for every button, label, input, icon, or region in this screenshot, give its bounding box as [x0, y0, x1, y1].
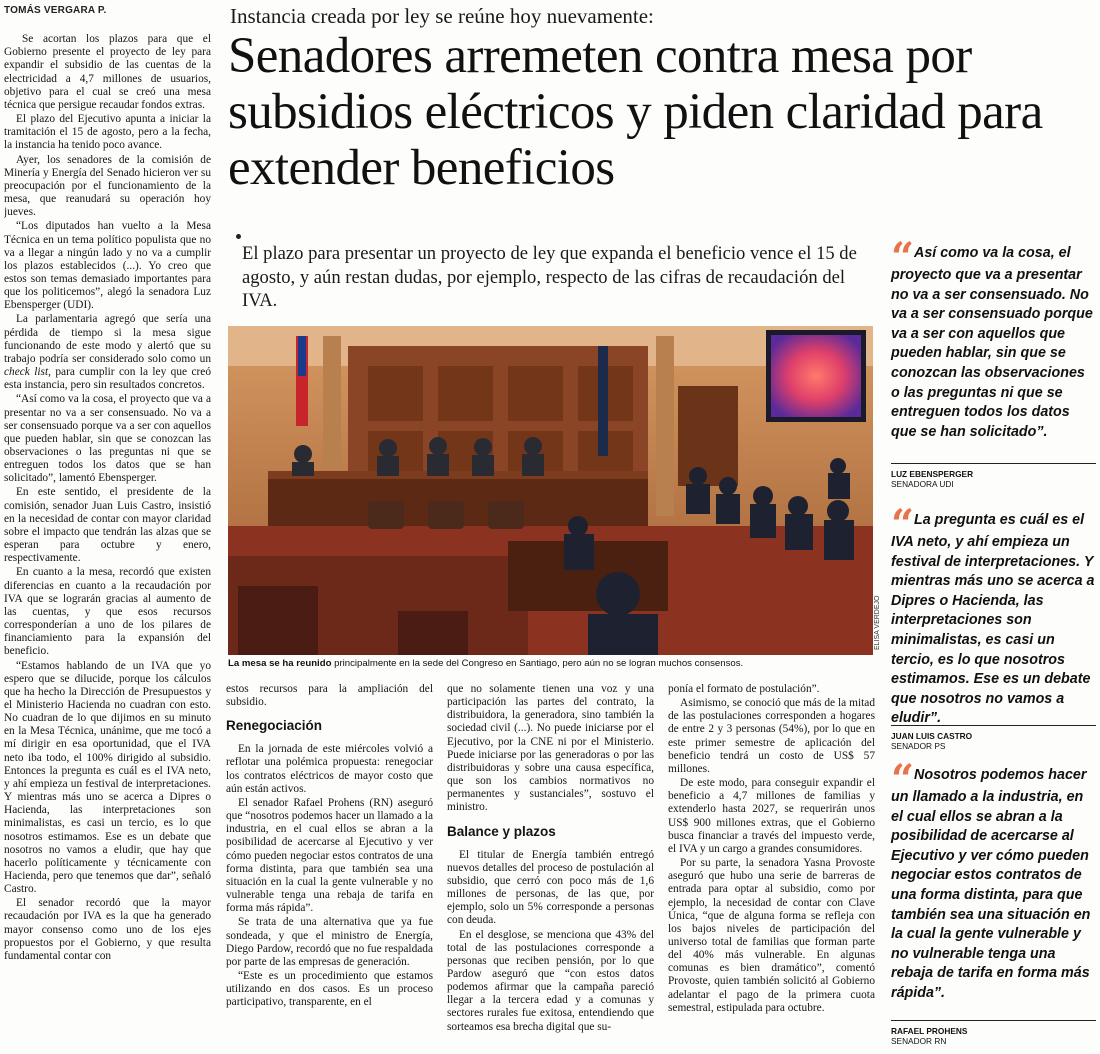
paragraph: De este modo, para conseguir expandir el beneficio a 4,7 millones de familias y extenderlo hasta 2027, se requerirán unos US$ 900 millones extras, que el Gobierno busca financiar a través del impuesto verde, el IVA y un cargo a grandes consumidores. — [668, 777, 875, 855]
quote-attribution — [891, 1020, 1096, 1046]
article-column-2 — [226, 683, 433, 1051]
paragraph: Asimismo, se conoció que más de la mitad de las postulaciones corresponden a hogares de entre 2 y 3 personas (54%), por lo que en este primer semestre de aplicación del beneficio tendrá un costo de US$ 57 millones. — [668, 697, 875, 775]
quote-attribution — [891, 725, 1096, 751]
quote-role: SENADORA UDI — [891, 479, 954, 489]
paragraph: El senador recordó que la mayor recaudación por IVA es la que ha generado mayor consenso como uno de los ejes propuestos por el Gobierno, y que resulta fundamental contar con — [4, 897, 211, 962]
pull-quote-ebensperger: “ Así como va la cosa, el proyecto que va a presentar no va a ser consensuado. No va a ser consensuado porque va a ser con aquellos que pueden hablar, sin que se conozcan las observaciones o las preguntas ni que se entreguen todos los datos que se han solicitado”. — [891, 234, 1093, 440]
paragraph: En el desglose, se menciona que 43% del total de las postulaciones corresponde a personas que reciben pensión, por lo que Pardow aseguró que “con estos datos podemos afirmar que la campaña pareció llegar a la tercera edad y a comunas y sectores rurales fue exitosa, entendiendo que sorteamos esa brecha digital que su- — [447, 928, 654, 1033]
paragraph: El titular de Energía también entregó nuevos detalles del proceso de postulación al subsidio, que cerró con poco más de 1,6 millones de personas, de las que, por ejemplo, solo un 5% corresponde a personas con deuda. — [447, 848, 654, 927]
paragraph: En cuanto a la mesa, recordó que existen diferencias en cuanto a la recaudación por IVA que se lograrán gracias al aumento de las cuentas, y que esos recursos corresponderían a uno de los pilares de financiamiento para la expansión del beneficio. — [4, 566, 211, 658]
paragraph: que no solamente tienen una voz y una participación las partes del contrato, la distribuidora, la generadora, sino también la sociedad civil (...). No puede iniciarse por el Ejecutivo, por la CNE ni por el Ministerio. Puede iniciarse por las generadoras o por las distribuidoras y sobre una causa específica, que son los cambios normativos no permanentes y sustanciales”, sostuvo el ministro. — [447, 683, 654, 814]
paragraph: estos recursos para la ampliación del subsidio. — [226, 683, 433, 709]
paragraph: La parlamentaria agregó que sería una pérdida de tiempo si la mesa sigue funcionando de este modo y alertó que su trabajo podría ser considerado solo como un check list, para cumplir con la ley que creó esta instancia, pero sin resultados concretos. — [4, 313, 211, 392]
quote-mark-icon: “ — [891, 756, 911, 803]
caption-text: principalmente en la sede del Congreso en Santiago, pero aún no se logran muchos consensos. — [331, 658, 744, 669]
photo-credit: ELISA VERDEJO — [874, 595, 881, 650]
photo-caption — [228, 658, 888, 670]
paragraph: “Este es un procedimiento que estamos utilizando en dos casos. Es un proceso participativo, transparente, en el — [226, 969, 433, 1009]
article-column-1 — [4, 4, 211, 1050]
paragraph: “Estamos hablando de un IVA que yo espero que se dilucide, porque los cálculos que ha hecho la Dirección de Presupuestos y el Ministerio Hacienda no cuadran con esto. No cuadran de lo que dijimos en su minuto en la Mesa Técnica, unánime, que me tocó a mí dirigir en esa oportunidad, que el IVA neto iba todo, el 100% dirigido al subsidio. Entonces la pregunta es cuál es el IVA neto, y ahí empieza un festival de interpretaciones. Y mientras más uno se acerca a Dipres o Hacienda, las interpretaciones son minimalistas, es casi un tercio, es lo que nosotros estimamos. Ese es un debate que nosotros no vamos a eludir, que hay que hacerlo políticamente y técnicamente con Hacienda, pero que tenemos que dar”, señaló Castro. — [4, 659, 211, 896]
paragraph: “Así como va la cosa, el proyecto que va a presentar no va a ser consensuado. No va a ser consensuado porque va a ser con aquellos que pueden hablar, sin que se conozcan las observaciones o las preguntas ni que se entreguen todos los datos que se han solicitado”, lamentó Ebensperger. — [4, 393, 211, 485]
quote-mark-icon: “ — [891, 501, 911, 548]
subheading-renegociacion: Renegociación — [226, 718, 323, 734]
quote-speaker: JUAN LUIS CASTRO — [891, 731, 973, 741]
paragraph: El plazo del Ejecutivo apunta a iniciar la tramitación el 15 de agosto, pero a la fecha, la instancia ha tenido poco avance. — [4, 113, 211, 152]
quote-speaker: LUZ EBENSPERGER — [891, 469, 974, 479]
quote-mark-icon: “ — [891, 234, 911, 281]
caption-lead: La mesa se ha reunido — [228, 658, 332, 669]
quote-role: SENADOR PS — [891, 741, 946, 751]
deck: El plazo para presentar un proyecto de ley que expanda el beneficio vence el 15 de agosto, y aún restan dudas, por ejemplo, respecto de las cifras de recaudación del IVA. — [242, 243, 857, 311]
quote-role: SENADOR RN — [891, 1036, 947, 1046]
subheading-balance: Balance y plazos — [447, 823, 556, 839]
paragraph: “Los diputados han vuelto a la Mesa Técnica en un tema político populista que no va a llegar a ningún lado y no va a cumplir los plazos establecidos (...). Yo creo que estos son temas demasiado importantes para que los politicemos”, alegó la senadora Luz Ebensperger (UDI). — [4, 220, 211, 312]
senate-hearing-photo — [228, 326, 873, 655]
paragraph: ponía el formato de postulación”. — [668, 683, 820, 695]
paragraph: En este sentido, el presidente de la comisión, senador Juan Luis Castro, insistió en la necesidad de contar con mayor claridad sobre el impacto que tendrán las alzas que se esperan para octubre y enero, respectivamente. — [4, 486, 211, 565]
pull-quote-castro: “ La pregunta es cuál es el IVA neto, y ahí empieza un festival de interpretaciones. Y mientras más uno se acerca a Dipres o Hacienda, las interpretaciones son minimalistas, es casi un tercio, es lo que nosotros estimamos. Ese es un debate que nosotros no vamos a eludir”. — [891, 501, 1095, 727]
paragraph: En la jornada de este miércoles volvió a reflotar una polémica propuesta: renegociar los contratos eléctricos de mayor costo que aún están activos. — [226, 743, 433, 795]
article-column-3 — [447, 683, 654, 1051]
paragraph: Se acortan los plazos para que el Gobierno presente el proyecto de ley para expandir el subsidio de las cuentas de la electricidad a 4,7 millones de usuarios, objetivo para el cual se creó una mesa técnica que persigue recaudar fondos extras. — [4, 33, 211, 111]
headline: Senadores arremeten contra mesa por subsidios eléctricos y piden claridad para extender beneficios — [228, 28, 1043, 196]
deck-bullet — [236, 234, 241, 239]
quote-speaker: RAFAEL PROHENS — [891, 1026, 968, 1036]
paragraph: Se trata de una alternativa que ya fue sondeada, y que el ministro de Energía, Diego Pardow, recordó que no fue respaldada por parte de las empresas de generación. — [226, 916, 433, 968]
byline: TOMÁS VERGARA P. — [4, 5, 107, 16]
paragraph: Por su parte, la senadora Yasna Provoste aseguró que hubo una serie de barreras de entrada para optar al subsidio, como por ejemplo, la necesidad de contar con Clave Única, “que de alguna forma se refleja con los bajos niveles de participación del universo total de familias que forman parte del 40% más vulnerable. En algunas comunas es bien dramático”, comentó Provoste, quien también solicitó al Gobierno adelantar el pago de la primera cuota semestral, estipulada para octubre. — [668, 857, 875, 1014]
pull-quote-prohens: “ Nosotros podemos hacer un llamado a la industria, en el cual ellos se abran a la posibilidad de acercarse al Ejecutivo y ver cómo pueden negociar estos contratos de una forma distinta, para que también sea una situación en la cual la gente vulnerable y no vulnerable tenga una rebaja de tarifa en forma más rápida”. — [891, 756, 1091, 1001]
kicker: Instancia creada por ley se reúne hoy nuevamente: — [230, 4, 654, 28]
article-column-4 — [668, 683, 875, 1051]
paragraph: El senador Rafael Prohens (RN) aseguró que “nosotros podemos hacer un llamado a la industria, en el cual ellos se abran a la posibilidad de acercarse al Ejecutivo y ver cómo pueden negociar estos contratos de una forma distinta, para que también sea una situación en la cual la gente vulnerable y no vulnerable tenga una rebaja de tarifa en forma más rápida”. — [226, 796, 433, 915]
paragraph: Ayer, los senadores de la comisión de Minería y Energía del Senado hicieron ver su preocupación por el funcionamiento de la mesa, que reanudará su operación hoy jueves. — [4, 153, 211, 219]
quote-attribution — [891, 463, 1096, 489]
